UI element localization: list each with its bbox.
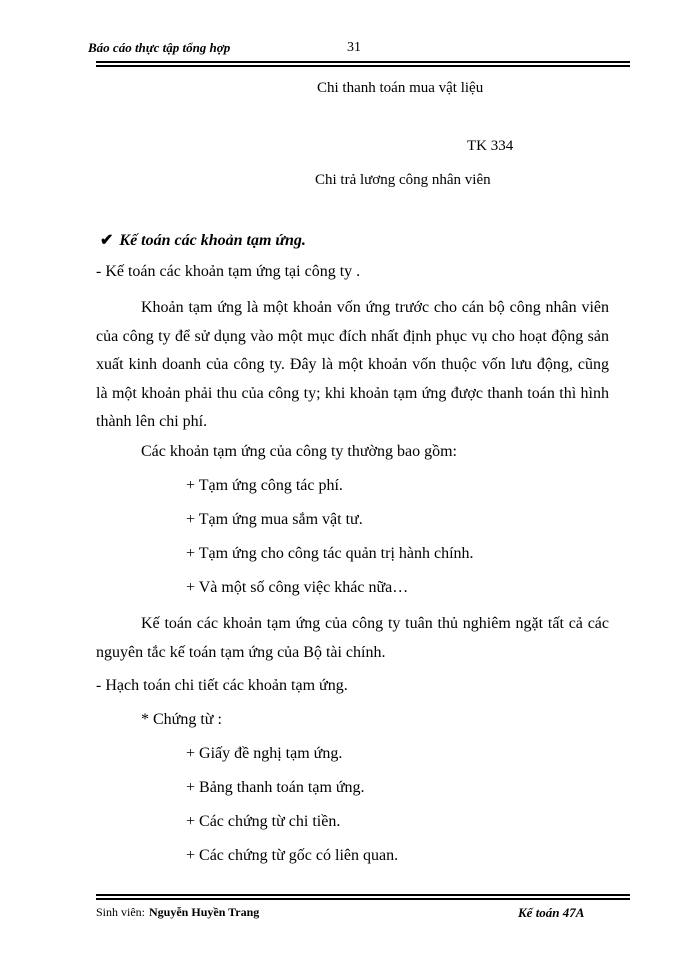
detail-heading: - Hạch toán chi tiết các khoản tạm ứng. [96,677,348,694]
note-salary-payment: Chi trả lương công nhân viên [315,172,491,188]
list-intro: Các khoản tạm ứng của công ty thường bao gồm: [141,443,457,460]
section-title: Kế toán các khoản tạm ứng. [119,232,306,249]
note-account-334: TK 334 [467,138,514,154]
document-item: + Bảng thanh toán tạm ứng. [186,779,365,796]
paragraph-advance-definition [96,294,609,437]
intro-line: - Kế toán các khoản tạm ứng tại công ty . [96,263,361,280]
student-label: Sinh viên: [96,905,146,919]
section-heading [100,230,306,250]
note-material-payment: Chi thanh toán mua vật liệu [317,80,484,96]
footer-student [96,905,259,920]
paragraph-compliance [96,610,609,667]
header-rule-bottom [96,65,630,67]
list-item: + Tạm ứng cho công tác quản trị hành chính. [186,545,474,562]
paragraph-text: Khoản tạm ứng là một khoản vốn ứng trước cho cán bộ công nhân viên của công ty để sử dụng vào một mục đích nhất định phục vụ cho hoạt động sản xuất kinh doanh của công ty. Đây là một khoản vốn thuộc vốn lưu động, cũng là một khoản phải thu của công ty; khi khoản tạm ứng được thanh toán thì hình thành lên chi phí. [96,299,609,430]
document-item: + Giấy đề nghị tạm ứng. [186,745,343,762]
list-item: + Và một số công việc khác nữa… [186,579,409,596]
list-item: + Tạm ứng mua sắm vật tư. [186,511,363,528]
student-name: Nguyễn Huyền Trang [149,905,260,919]
footer-rule-bottom [96,898,630,900]
header-title: Báo cáo thực tập tổng hợp [88,40,231,55]
document-item: + Các chứng từ chi tiền. [186,813,341,830]
page-number: 31 [347,40,361,55]
checkmark-icon: ✔ [100,232,114,249]
header-rule-top [96,61,630,63]
footer-class: Kế toán 47A [518,905,585,920]
paragraph-text: Kế toán các khoản tạm ứng của công ty tuân thủ nghiêm ngặt tất cả các nguyên tắc kế toán tạm ứng của Bộ tài chính. [96,615,609,661]
documents-heading: * Chứng từ : [141,711,222,728]
document-item: + Các chứng từ gốc có liên quan. [186,847,399,864]
list-item: + Tạm ứng công tác phí. [186,477,343,494]
footer-rule-top [96,894,630,896]
